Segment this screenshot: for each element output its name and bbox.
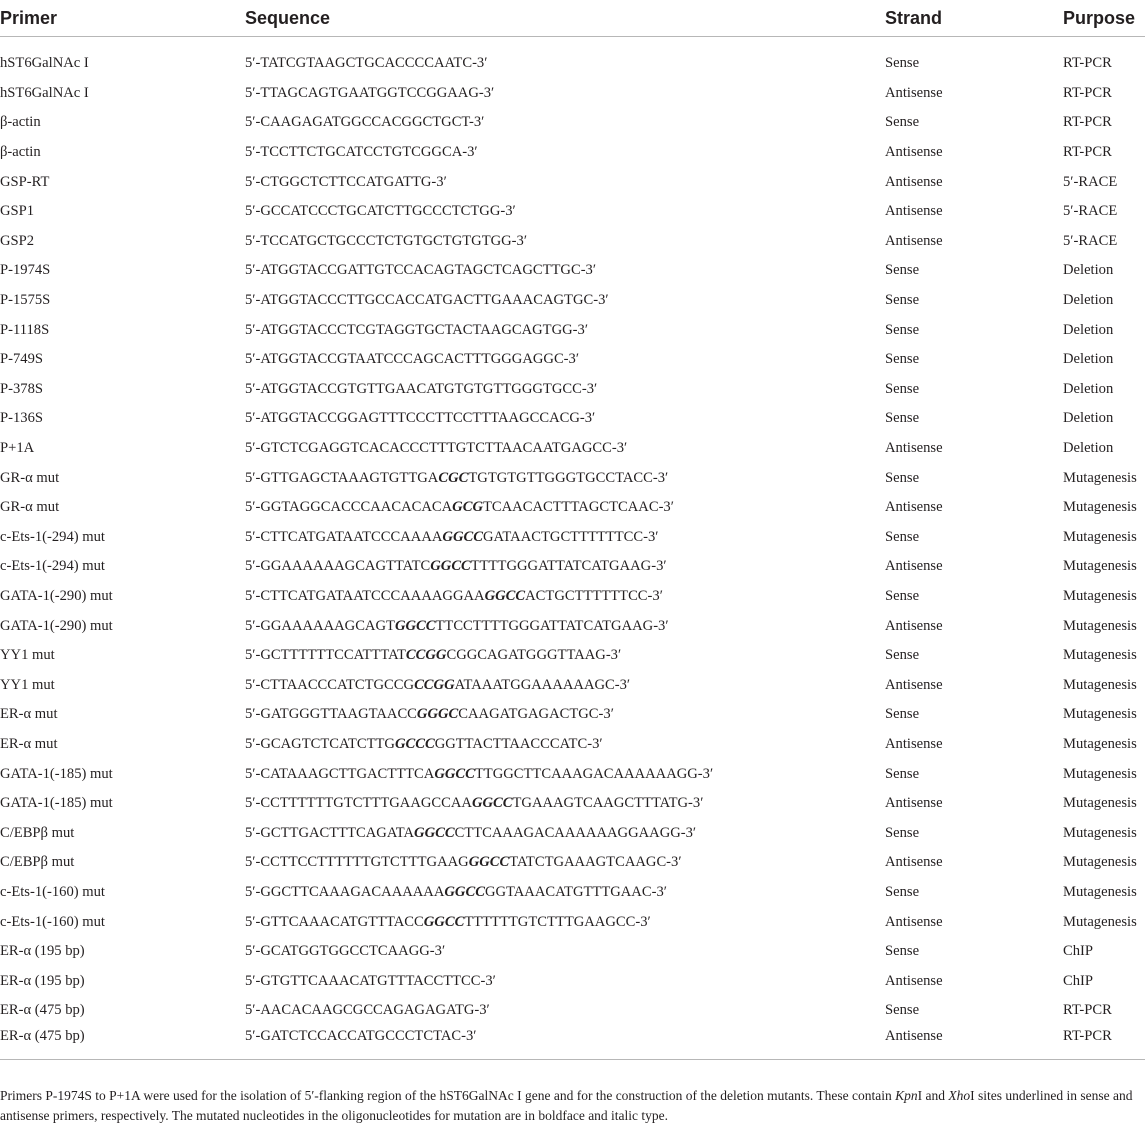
sequence-segment: 5′-GTCTCGAGGTCACACCCTTTGTCTTAACAATGAGCC-3′ — [245, 440, 628, 457]
sequence-segment: 5′-CTGGCTCTTCCATGATTG-3′ — [245, 173, 447, 190]
strand-cell: Sense — [885, 1002, 920, 1019]
sequence-segment: 5′-GATGGGTTAAGTAACC — [245, 706, 417, 723]
mutated-nucleotides: GGCC — [423, 913, 465, 930]
strand-cell: Sense — [885, 943, 920, 960]
purpose-cell: RT-PCR — [1063, 1026, 1145, 1060]
footnote-text: Primers P-1974S to P+1A were used for the isolation of 5′-flanking region of the hST6GalNAc I gene and for the construction of the deletion mutants. These contain — [0, 1087, 896, 1103]
sequence-segment: 5′-CCTTCCTTTTTTGTCTTTGAAG — [245, 854, 469, 871]
sequence-segment: 5′-ATGGTACCGTGTTGAACATGTGTGTTGGGTGCC-3′ — [245, 380, 598, 397]
primer-cell: YY1 mut — [0, 676, 55, 693]
sequence-cell — [245, 138, 885, 168]
purpose-cell: Mutagenesis — [1063, 824, 1137, 841]
mutated-nucleotides: CCGG — [405, 647, 447, 664]
table-row — [0, 848, 1145, 878]
table-row — [0, 227, 1145, 257]
sequence-segment: 5′-GGAAAAAAGCAGTTATC — [245, 558, 431, 575]
purpose-cell: 5′-RACE — [1063, 173, 1118, 190]
sequence-segment: TGTGTGTTGGGTGCCTACC-3′ — [468, 469, 669, 486]
sequence-segment: 5′-ATGGTACCCTTGCCACCATGACTTGAAACAGTGC-3′ — [245, 292, 609, 309]
strand-cell: Sense — [885, 883, 920, 900]
strand-cell: Antisense — [885, 232, 943, 249]
strand-cell: Antisense — [885, 795, 943, 812]
purpose-cell: Mutagenesis — [1063, 765, 1137, 782]
table-row — [0, 552, 1145, 582]
primer-cell: ER-α (475 bp) — [0, 1002, 85, 1019]
strand-cell: Sense — [885, 380, 920, 397]
table-row — [0, 315, 1145, 345]
purpose-cell: RT-PCR — [1063, 144, 1112, 161]
mutated-nucleotides: GGGC — [416, 706, 459, 723]
primer-cell: P-1575S — [0, 292, 51, 309]
sequence-segment: 5′-GTGTTCAAACATGTTTACCTTCC-3′ — [245, 972, 496, 989]
primer-cell: P-1118S — [0, 321, 50, 338]
mutated-nucleotides: GGCC — [484, 587, 526, 604]
sequence-segment: 5′-GGTAGGCACCCAACACACA — [245, 499, 453, 516]
table-row — [0, 700, 1145, 730]
mutated-nucleotides: GCG — [452, 499, 483, 516]
primer-cell: hST6GalNAc I — [0, 55, 89, 72]
primer-cell: ER-α mut — [0, 735, 58, 752]
sequence-segment: 5′-GCTTTTTTCCATTTAT — [245, 647, 406, 664]
sequence-cell — [245, 611, 885, 641]
primer-cell: ER-α (195 bp) — [0, 972, 85, 989]
primer-cell: c-Ets-1(-294) mut — [0, 558, 105, 575]
purpose-cell: Mutagenesis — [1063, 854, 1137, 871]
table-row — [0, 582, 1145, 612]
sequence-segment: 5′-CAAGAGATGGCCACGGCTGCT-3′ — [245, 114, 485, 131]
footnote-text: I and — [917, 1087, 949, 1103]
purpose-cell: RT-PCR — [1063, 55, 1112, 72]
sequence-cell — [245, 434, 885, 464]
table-row — [0, 286, 1145, 316]
purpose-cell: Deletion — [1063, 351, 1114, 368]
purpose-cell: Mutagenesis — [1063, 469, 1137, 486]
mutated-nucleotides: CCGG — [414, 676, 455, 693]
strand-cell: Antisense — [885, 676, 943, 693]
sequence-cell — [245, 759, 885, 789]
sequence-cell — [245, 167, 885, 197]
sequence-segment: 5′-GCAGTCTCATCTTG — [245, 735, 395, 752]
table-row — [0, 937, 1145, 967]
sequence-segment: 5′-TATCGTAAGCTGCACCCCAATC-3′ — [245, 55, 488, 72]
mutated-nucleotides: GGCC — [394, 617, 436, 634]
sequence-cell — [245, 966, 885, 996]
strand-cell: Sense — [885, 351, 920, 368]
sequence-segment: TTTTTTGTCTTTGAAGCC-3′ — [464, 913, 651, 930]
table-row — [0, 641, 1145, 671]
purpose-cell: Mutagenesis — [1063, 735, 1137, 752]
purpose-cell: Deletion — [1063, 262, 1114, 279]
primer-cell: hST6GalNAc I — [0, 84, 89, 101]
footnote-text: I sites underlined in sense and antisense primers, respectively. The mutated nucleotides in the oligonucleotides for mutation are in boldface and italic type. — [0, 1087, 1133, 1123]
mutated-nucleotides: GGCC — [430, 558, 471, 575]
primer-cell: c-Ets-1(-294) mut — [0, 528, 105, 545]
sequence-segment: 5′-ATGGTACCCTCGTAGGTGCTACTAAGCAGTGG-3′ — [245, 321, 589, 338]
sequence-segment: 5′-TCCTTCTGCATCCTGTCGGCA-3′ — [245, 144, 478, 161]
sequence-cell — [245, 49, 885, 79]
header-spacer — [0, 37, 1145, 50]
header-purpose: Purpose — [1063, 0, 1145, 37]
purpose-cell: Mutagenesis — [1063, 676, 1137, 693]
sequence-segment: TATCTGAAAGTCAAGC-3′ — [509, 854, 682, 871]
strand-cell: Sense — [885, 55, 920, 72]
sequence-cell — [245, 404, 885, 434]
table-row — [0, 789, 1145, 819]
sequence-segment: TTGGCTTCAAAGACAAAAAAGG-3′ — [474, 765, 714, 782]
sequence-segment: 5′-CTTCATGATAATCCCAAAA — [245, 528, 443, 545]
strand-cell: Antisense — [885, 854, 943, 871]
purpose-cell: ChIP — [1063, 972, 1094, 989]
strand-cell: Antisense — [885, 203, 943, 220]
header-primer: Primer — [0, 0, 245, 37]
sequence-cell — [245, 818, 885, 848]
mutated-nucleotides: GGCC — [444, 883, 485, 900]
purpose-cell: Mutagenesis — [1063, 558, 1137, 575]
sequence-cell — [245, 582, 885, 612]
sequence-segment: 5′-CTTAACCCATCTGCCG — [245, 676, 415, 693]
sequence-cell — [245, 1026, 885, 1060]
sequence-segment: 5′-TTAGCAGTGAATGGTCCGGAAG-3′ — [245, 84, 495, 101]
sequence-cell — [245, 286, 885, 316]
primer-cell: ER-α (195 bp) — [0, 943, 85, 960]
sequence-cell — [245, 523, 885, 553]
purpose-cell: Deletion — [1063, 410, 1114, 427]
table-row — [0, 197, 1145, 227]
table-row — [0, 345, 1145, 375]
table-row — [0, 523, 1145, 553]
purpose-cell: Mutagenesis — [1063, 528, 1137, 545]
primer-cell: GSP1 — [0, 203, 35, 220]
strand-cell: Sense — [885, 706, 920, 723]
table-row — [0, 996, 1145, 1026]
sequence-cell — [245, 848, 885, 878]
table-row — [0, 167, 1145, 197]
sequence-cell — [245, 700, 885, 730]
table-body — [0, 37, 1145, 1060]
header-strand: Strand — [885, 0, 1063, 37]
primer-cell: P-749S — [0, 351, 43, 368]
table-row — [0, 759, 1145, 789]
primer-cell: GATA-1(-290) mut — [0, 617, 113, 634]
sequence-cell — [245, 197, 885, 227]
sequence-cell — [245, 907, 885, 937]
strand-cell: Sense — [885, 410, 920, 427]
sequence-cell — [245, 552, 885, 582]
purpose-cell: RT-PCR — [1063, 84, 1112, 101]
mutated-nucleotides: CGC — [438, 469, 469, 486]
sequence-cell — [245, 789, 885, 819]
sequence-cell — [245, 108, 885, 138]
sequence-segment: 5′-GATCTCCACCATGCCCTCTAC-3′ — [245, 1027, 477, 1044]
table-row — [0, 375, 1145, 405]
strand-cell: Antisense — [885, 1026, 1063, 1060]
sequence-cell — [245, 996, 885, 1026]
strand-cell: Antisense — [885, 144, 943, 161]
sequence-cell — [245, 463, 885, 493]
sequence-cell — [245, 493, 885, 523]
sequence-segment: ACTGCTTTTTTCC-3′ — [525, 587, 663, 604]
primer-cell: P-1974S — [0, 262, 51, 279]
primer-cell: P+1A — [0, 440, 35, 457]
primer-cell: GR-α mut — [0, 469, 60, 486]
strand-cell: Antisense — [885, 972, 943, 989]
purpose-cell: Mutagenesis — [1063, 913, 1137, 930]
sequence-segment: GGTAAACATGTTTGAAC-3′ — [484, 883, 667, 900]
sequence-cell — [245, 345, 885, 375]
table-row — [0, 108, 1145, 138]
sequence-segment: CGGCAGATGGGTTAAG-3′ — [446, 647, 622, 664]
primer-cell: C/EBPβ mut — [0, 824, 75, 841]
table-row — [0, 670, 1145, 700]
table-row — [0, 434, 1145, 464]
primer-cell: ER-α mut — [0, 706, 58, 723]
sequence-cell — [245, 227, 885, 257]
sequence-segment: TGAAAGTCAAGCTTTATG-3′ — [512, 795, 704, 812]
table-row — [0, 463, 1145, 493]
strand-cell: Antisense — [885, 913, 943, 930]
primer-cell: YY1 mut — [0, 647, 55, 664]
mutated-nucleotides: GGCC — [468, 854, 510, 871]
purpose-cell: 5′-RACE — [1063, 232, 1118, 249]
sequence-cell — [245, 256, 885, 286]
header-row — [0, 0, 1145, 37]
mutated-nucleotides: GGCC — [442, 528, 483, 545]
primer-cell: GATA-1(-185) mut — [0, 765, 113, 782]
purpose-cell: ChIP — [1063, 943, 1094, 960]
table-row — [0, 49, 1145, 79]
sequence-segment: CAAGATGAGACTGC-3′ — [458, 706, 614, 723]
sequence-cell — [245, 878, 885, 908]
strand-cell: Antisense — [885, 173, 943, 190]
primer-cell: C/EBPβ mut — [0, 854, 75, 871]
strand-cell: Sense — [885, 114, 920, 131]
sequence-cell — [245, 375, 885, 405]
sequence-segment: ATAAATGGAAAAAAGC-3′ — [454, 676, 631, 693]
mutated-nucleotides: GGCC — [471, 795, 513, 812]
sequence-segment: TCAACACTTTAGCTCAAC-3′ — [482, 499, 674, 516]
table-row — [0, 79, 1145, 109]
primer-cell: GATA-1(-185) mut — [0, 795, 113, 812]
table-row — [0, 730, 1145, 760]
purpose-cell: Mutagenesis — [1063, 647, 1137, 664]
table-row — [0, 818, 1145, 848]
purpose-cell: Deletion — [1063, 292, 1114, 309]
primer-cell: β-actin — [0, 114, 41, 131]
table-row — [0, 878, 1145, 908]
purpose-cell: Mutagenesis — [1063, 883, 1137, 900]
sequence-segment: 5′-CATAAAGCTTGACTTTCA — [245, 765, 435, 782]
primer-cell: GSP-RT — [0, 173, 50, 190]
sequence-segment: 5′-CTTCATGATAATCCCAAAAGGAA — [245, 587, 485, 604]
primer-cell: P-378S — [0, 380, 43, 397]
table-row — [0, 256, 1145, 286]
table-row — [0, 404, 1145, 434]
sequence-segment: 5′-ATGGTACCGTAATCCCAGCACTTTGGGAGGC-3′ — [245, 351, 580, 368]
table-row — [0, 611, 1145, 641]
mutated-nucleotides: GGCC — [414, 824, 455, 841]
sequence-cell — [245, 79, 885, 109]
sequence-cell — [245, 641, 885, 671]
sequence-segment: 5′-CCTTTTTTGTCTTTGAAGCCAA — [245, 795, 472, 812]
strand-cell: Sense — [885, 528, 920, 545]
footnote-italic: Kpn — [895, 1087, 918, 1103]
sequence-segment: 5′-GCATGGTGGCCTCAAGG-3′ — [245, 943, 446, 960]
purpose-cell: RT-PCR — [1063, 1002, 1112, 1019]
table-row — [0, 138, 1145, 168]
primer-cell: GATA-1(-290) mut — [0, 587, 113, 604]
table-footnote — [0, 1086, 1145, 1126]
primer-cell: c-Ets-1(-160) mut — [0, 913, 105, 930]
mutated-nucleotides: GGCC — [434, 765, 475, 782]
purpose-cell: Mutagenesis — [1063, 499, 1137, 516]
footnote-italic: Xho — [948, 1087, 971, 1103]
strand-cell: Sense — [885, 262, 920, 279]
primer-cell: ER-α (475 bp) — [0, 1026, 245, 1060]
purpose-cell: Mutagenesis — [1063, 795, 1137, 812]
strand-cell: Sense — [885, 292, 920, 309]
mutated-nucleotides: GCCC — [394, 735, 435, 752]
sequence-segment: 5′-GGAAAAAAGCAGT — [245, 617, 395, 634]
purpose-cell: Mutagenesis — [1063, 706, 1137, 723]
header-sequence: Sequence — [245, 0, 885, 37]
table-row — [0, 907, 1145, 937]
sequence-cell — [245, 730, 885, 760]
table-row — [0, 1026, 1145, 1060]
strand-cell: Sense — [885, 647, 920, 664]
sequence-segment: GGTTACTTAACCCATC-3′ — [434, 735, 603, 752]
primer-cell: β-actin — [0, 144, 41, 161]
sequence-segment: TTTTGGGATTATCATGAAG-3′ — [470, 558, 667, 575]
sequence-segment: GATAACTGCTTTTTTCC-3′ — [482, 528, 659, 545]
sequence-segment: 5′-AACACAAGCGCCAGAGAGATG-3′ — [245, 1002, 490, 1019]
sequence-segment: 5′-GTTCAAACATGTTTACC — [245, 913, 424, 930]
purpose-cell: Deletion — [1063, 440, 1114, 457]
strand-cell: Antisense — [885, 440, 943, 457]
table-row — [0, 966, 1145, 996]
sequence-segment: 5′-GTTGAGCTAAAGTGTTGA — [245, 469, 439, 486]
purpose-cell: Deletion — [1063, 380, 1114, 397]
sequence-cell — [245, 315, 885, 345]
sequence-segment: 5′-GGCTTCAAAGACAAAAAA — [245, 883, 445, 900]
strand-cell: Antisense — [885, 617, 943, 634]
sequence-segment: 5′-GCCATCCCTGCATCTTGCCCTCTGG-3′ — [245, 203, 516, 220]
purpose-cell: RT-PCR — [1063, 114, 1112, 131]
strand-cell: Sense — [885, 587, 920, 604]
strand-cell: Antisense — [885, 84, 943, 101]
strand-cell: Sense — [885, 765, 920, 782]
primer-cell: GSP2 — [0, 232, 35, 249]
strand-cell: Sense — [885, 321, 920, 338]
purpose-cell: Mutagenesis — [1063, 617, 1137, 634]
strand-cell: Sense — [885, 824, 920, 841]
strand-cell: Antisense — [885, 558, 943, 575]
sequence-segment: 5′-ATGGTACCGATTGTCCACAGTAGCTCAGCTTGC-3′ — [245, 262, 597, 279]
primer-cell: c-Ets-1(-160) mut — [0, 883, 105, 900]
sequence-cell — [245, 937, 885, 967]
sequence-segment: CTTCAAAGACAAAAAAGGAAGG-3′ — [454, 824, 697, 841]
primer-cell: P-136S — [0, 410, 43, 427]
primer-cell: GR-α mut — [0, 499, 60, 516]
sequence-segment: TTCCTTTTGGGATTATCATGAAG-3′ — [435, 617, 669, 634]
sequence-segment: 5′-GCTTGACTTTCAGATA — [245, 824, 415, 841]
sequence-cell — [245, 670, 885, 700]
purpose-cell: Deletion — [1063, 321, 1114, 338]
strand-cell: Antisense — [885, 499, 943, 516]
sequence-segment: 5′-TCCATGCTGCCCTCTGTGCTGTGTGG-3′ — [245, 232, 528, 249]
table-row — [0, 493, 1145, 523]
sequence-segment: 5′-ATGGTACCGGAGTTTCCCTTCCTTTAAGCCACG-3′ — [245, 410, 596, 427]
purpose-cell: 5′-RACE — [1063, 203, 1118, 220]
strand-cell: Sense — [885, 469, 920, 486]
purpose-cell: Mutagenesis — [1063, 587, 1137, 604]
strand-cell: Antisense — [885, 735, 943, 752]
